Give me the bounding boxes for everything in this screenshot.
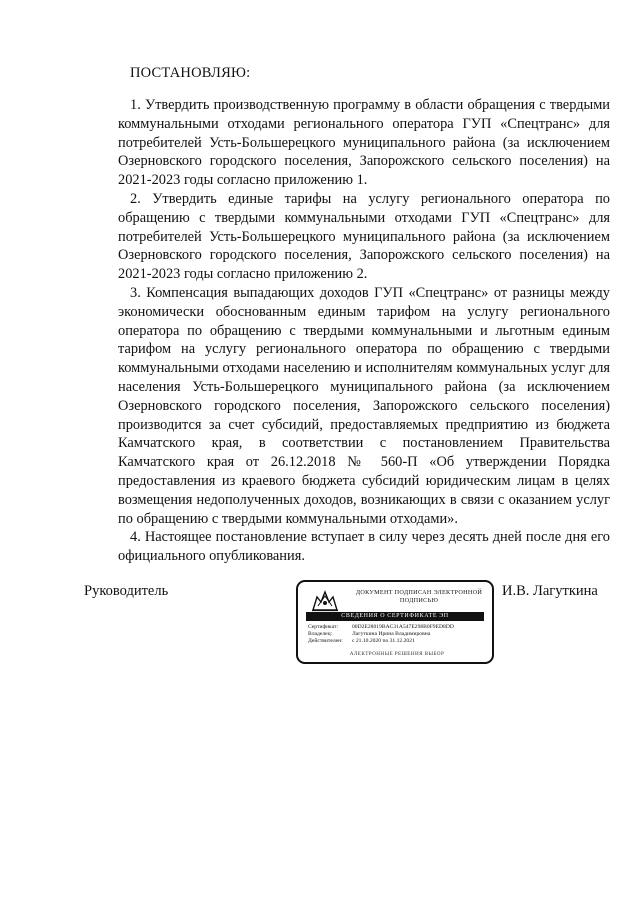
stamp-key: Действителен: xyxy=(308,638,343,644)
paragraph-3: 3. Компенсация выпадающих доходов ГУП «Спецтранс» от разницы между экономически обоснованным единым тарифом на услугу регионального оператора по обращению с твердыми коммунальными и льготным единым тарифом на услугу регионального оператора по обращению с твердыми коммунальными отходами населению и исполнителям коммунальных услуг для населения Усть-Большерецкого муниципального района (за исключением Озерновского городского поселения, Запорожского сельского поселения) производится за счет субсидий, предоставляемых предприятию из бюджета Камчатского края, в соответствии с постановлением Правительства Камчатского края от 26.12.2018 № 560-П «Об утверждении Порядка предоставления из краевого бюджета субсидий юридическим лицам в целях возмещения недополученных доходов, возникающих в связи с оказанием услуг по обращению с твердыми коммунальными отходами». xyxy=(118,284,610,527)
stamp-key: Сертификат: xyxy=(308,624,339,630)
stamp-footer: АЛЕКТРОННЫЕ РЕШЕНИЯ ВЫБОР xyxy=(349,651,445,657)
stamp-value: Лагуткина Ирина Владимировна xyxy=(352,631,431,637)
signature-block xyxy=(0,576,640,676)
stamp-value: с 21.10.2020 по 31.12.2021 xyxy=(352,638,415,644)
paragraph-1: 1. Утвердить производственную программу в области обращения с твердыми коммунальными отходами регионального оператора ГУП «Спецтранс» для потребителей Усть-Большерецкого муниципального района (за исключением Озерновского городского поселения, Запорожского сельского поселения) на 2021-2023 годы согласно приложению 1. xyxy=(118,97,610,189)
stamp-value: 00D2E28019BAC31A547E298B0F9ED8DD xyxy=(352,624,454,630)
paragraph-2: 2. Утвердить единые тарифы на услугу регионального оператора по обращению с твердыми коммунальными отходами ГУП «Спецтранс» для потребителей Усть-Большерецкого муниципального района (за исключением Озерновского городского поселения, Запорожского сельского поселения) на 2021-2023 годы согласно приложению 2. xyxy=(118,190,610,283)
coat-of-arms-icon xyxy=(310,588,340,612)
stamp-key: Владелец: xyxy=(308,631,333,637)
document-body xyxy=(118,96,610,566)
stamp-row-validity xyxy=(308,638,486,645)
signer-title: Руководитель xyxy=(84,583,169,599)
signer-name: И.В. Лагуткина xyxy=(502,583,598,599)
paragraph-4: 4. Настоящее постановление вступает в силу через десять дней после дня его официального опубликования. xyxy=(118,529,610,565)
stamp-row-owner xyxy=(308,631,486,638)
heading-decree: ПОСТАНОВЛЯЮ: xyxy=(130,65,251,81)
stamp-row-certificate xyxy=(308,624,486,631)
electronic-signature-stamp xyxy=(296,580,494,664)
stamp-details xyxy=(308,624,486,645)
stamp-header: ДОКУМЕНТ ПОДПИСАН ЭЛЕКТРОННОЙ ПОДПИСЬЮ xyxy=(355,589,483,604)
stamp-band: СВЕДЕНИЯ О СЕРТИФИКАТЕ ЭП xyxy=(306,612,484,621)
